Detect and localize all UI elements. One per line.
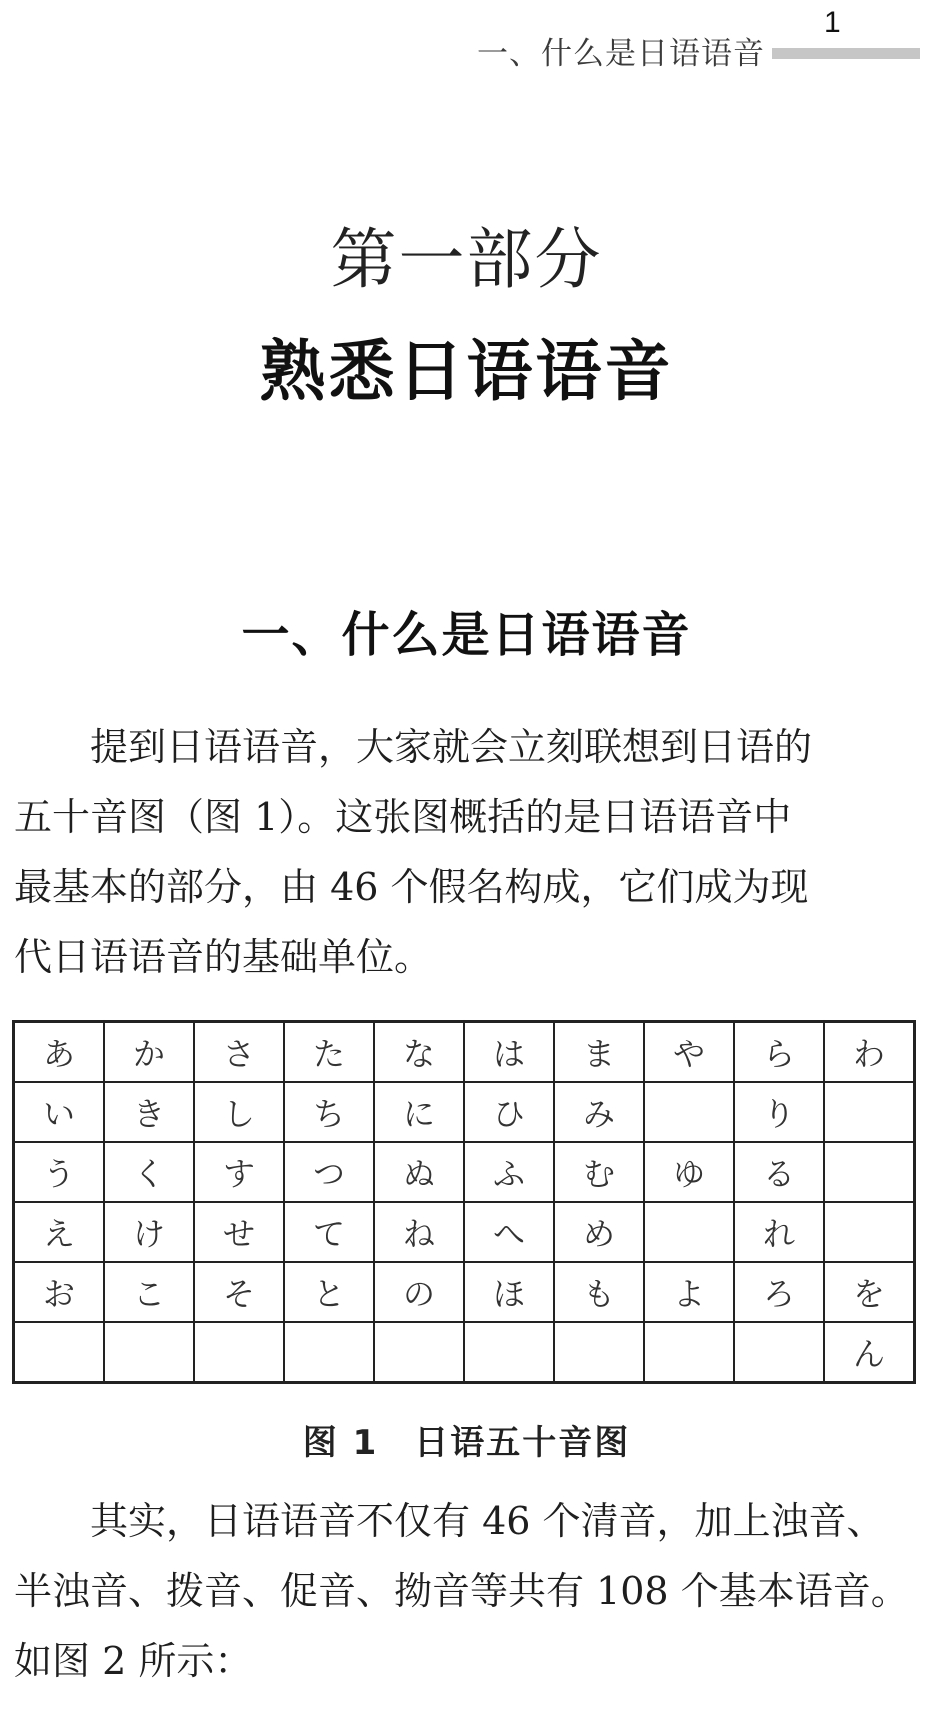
kana-cell: わ	[824, 1022, 915, 1083]
kana-cell: り	[734, 1082, 824, 1142]
kana-cell	[284, 1322, 374, 1383]
kana-cell: れ	[734, 1202, 824, 1262]
paragraph-line: 半浊音、拨音、促音、拗音等共有 108 个基本语音。	[14, 1569, 909, 1613]
table-row	[14, 1082, 915, 1142]
kana-cell	[644, 1322, 734, 1383]
kana-cell: ね	[374, 1202, 464, 1262]
kana-cell: と	[284, 1262, 374, 1322]
paragraph-line: 五十音图（图 1）。这张图概括的是日语语音中	[14, 795, 792, 839]
kana-cell: こ	[104, 1262, 194, 1322]
kana-cell	[644, 1082, 734, 1142]
kana-cell: ほ	[464, 1262, 554, 1322]
paragraph-line: 如图 2 所示：	[14, 1639, 253, 1683]
kana-cell: い	[14, 1082, 105, 1142]
kana-cell	[374, 1322, 464, 1383]
paragraph-line: 提到日语语音，大家就会立刻联想到日语的	[14, 725, 813, 769]
table-row	[14, 1322, 915, 1383]
kana-cell: つ	[284, 1142, 374, 1202]
paragraph-line: 代日语语音的基础单位。	[14, 935, 433, 979]
kana-cell: ゆ	[644, 1142, 734, 1202]
kana-cell	[644, 1202, 734, 1262]
part-label: 第一部分	[330, 221, 603, 298]
kana-cell: さ	[194, 1022, 284, 1083]
kana-cell: し	[194, 1082, 284, 1142]
kana-cell: え	[14, 1202, 105, 1262]
kana-cell: な	[374, 1022, 464, 1083]
paragraph-line: 其实，日语语音不仅有 46 个清音，加上浊音、	[14, 1499, 885, 1543]
kana-cell: め	[554, 1202, 644, 1262]
kana-cell: か	[104, 1022, 194, 1083]
kana-cell	[734, 1322, 824, 1383]
followup-paragraph	[14, 1486, 919, 1696]
kana-cell	[104, 1322, 194, 1383]
kana-cell: よ	[644, 1262, 734, 1322]
kana-cell: む	[554, 1142, 644, 1202]
kana-cell: ふ	[464, 1142, 554, 1202]
kana-cell: う	[14, 1142, 105, 1202]
kana-cell: に	[374, 1082, 464, 1142]
figure-title: 日语五十音图	[414, 1423, 631, 1463]
kana-cell: は	[464, 1022, 554, 1083]
kana-cell	[824, 1142, 915, 1202]
kana-cell: お	[14, 1262, 105, 1322]
table-row	[14, 1022, 915, 1083]
kana-cell: け	[104, 1202, 194, 1262]
kana-cell: ん	[824, 1322, 915, 1383]
kana-cell: る	[734, 1142, 824, 1202]
kana-cell: を	[824, 1262, 915, 1322]
kana-cell: く	[104, 1142, 194, 1202]
kana-cell	[824, 1202, 915, 1262]
kana-cell: や	[644, 1022, 734, 1083]
kana-cell: ろ	[734, 1262, 824, 1322]
kana-cell	[824, 1082, 915, 1142]
paragraph-line: 最基本的部分，由 46 个假名构成，它们成为现	[14, 865, 809, 909]
intro-paragraph	[14, 712, 919, 992]
kana-cell: せ	[194, 1202, 284, 1262]
kana-cell	[194, 1322, 284, 1383]
kana-cell: へ	[464, 1202, 554, 1262]
gojuon-table	[12, 1020, 916, 1384]
kana-cell	[464, 1322, 554, 1383]
kana-cell: の	[374, 1262, 464, 1322]
part-title: 熟悉日语语音	[259, 333, 674, 410]
kana-cell: き	[104, 1082, 194, 1142]
kana-cell: も	[554, 1262, 644, 1322]
kana-cell: そ	[194, 1262, 284, 1322]
page-number: 1	[824, 6, 841, 39]
kana-cell: ち	[284, 1082, 374, 1142]
table-row	[14, 1142, 915, 1202]
kana-cell	[14, 1322, 105, 1383]
table-row	[14, 1262, 915, 1322]
figure-caption	[0, 1415, 933, 1464]
header-rule	[772, 48, 920, 59]
kana-cell: す	[194, 1142, 284, 1202]
table-row	[14, 1202, 915, 1262]
kana-cell: て	[284, 1202, 374, 1262]
kana-cell: ひ	[464, 1082, 554, 1142]
section-title: 一、什么是日语语音	[241, 607, 692, 663]
kana-cell: ら	[734, 1022, 824, 1083]
figure-number: 图 1	[302, 1423, 379, 1463]
kana-cell: あ	[14, 1022, 105, 1083]
kana-cell: ま	[554, 1022, 644, 1083]
kana-cell: ぬ	[374, 1142, 464, 1202]
kana-cell: み	[554, 1082, 644, 1142]
kana-cell: た	[284, 1022, 374, 1083]
kana-cell	[554, 1322, 644, 1383]
running-header-title: 一、什么是日语语音	[477, 36, 765, 72]
